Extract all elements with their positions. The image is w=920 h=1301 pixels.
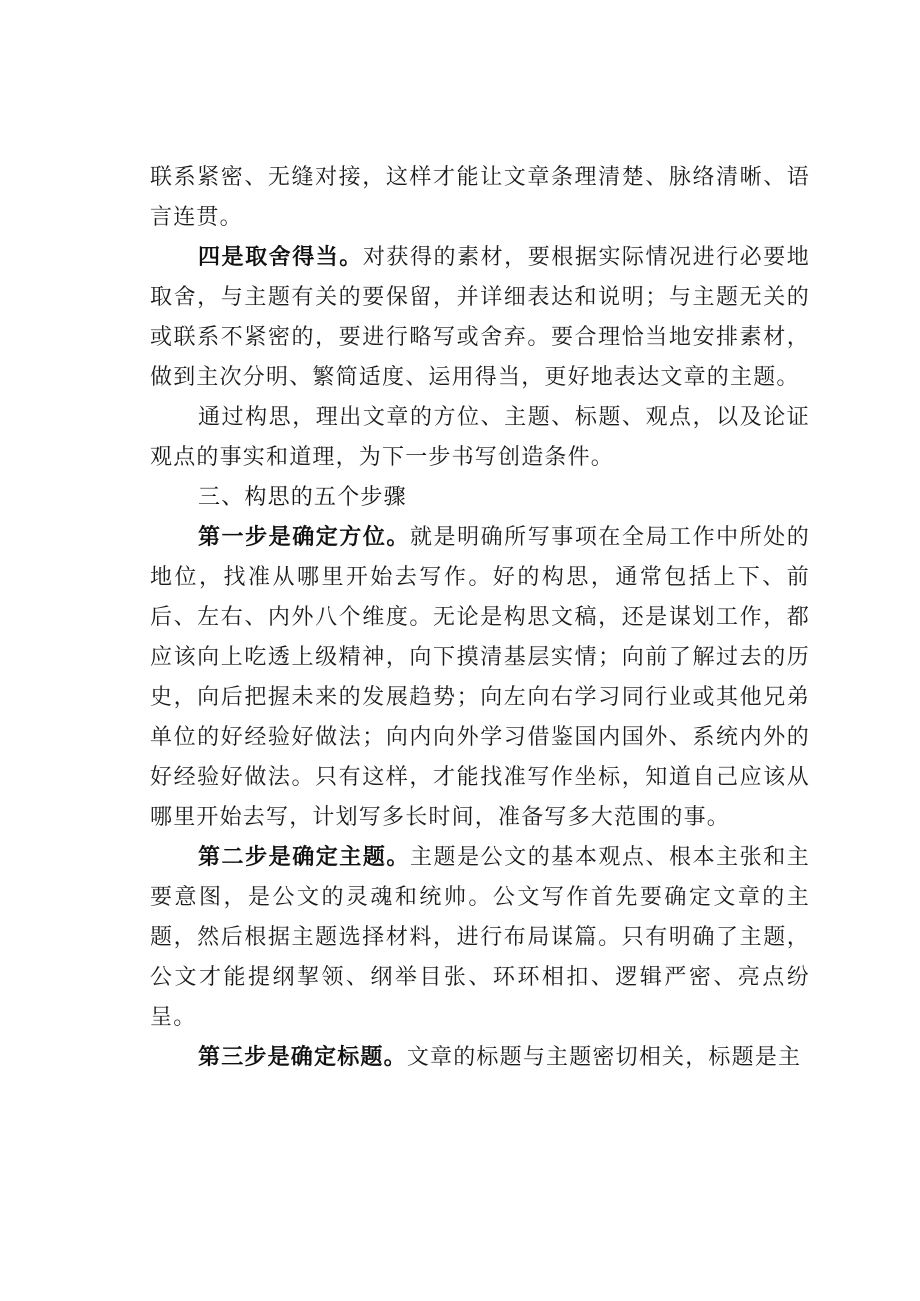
paragraph-text: 通过构思，理出文章的方位、主题、标题、观点，以及论证观点的事实和道理，为下一步书写创造条件。 [150, 405, 810, 470]
paragraph-text: 文章的标题与主题密切相关，标题是主 [406, 1045, 802, 1070]
paragraph-text: 主题是公文的基本观点、根本主张和主要意图，是公文的灵魂和统帅。公文写作首先要确定文章的主题，然后根据主题选择材料，进行布局谋篇。只有明确了主题，公文才能提纲挈领、纲举目张、环环相扣、逻辑严密、亮点纷呈。 [150, 845, 810, 1030]
paragraph-lead: 四是取舍得当。 [198, 245, 363, 270]
paragraph-lead: 第三步是确定标题。 [198, 1045, 407, 1070]
paragraph-text: 联系紧密、无缝对接，这样才能让文章条理清楚、脉络清晰、语言连贯。 [150, 165, 810, 230]
paragraph-lead: 第一步是确定方位。 [198, 525, 410, 550]
paragraph-step-two [150, 838, 810, 1038]
paragraph-step-three [150, 1038, 810, 1078]
paragraph-continuation [150, 158, 810, 238]
paragraph-text: 对获得的素材，要根据实际情况进行必要地取舍，与主题有关的要保留，并详细表达和说明；与主题无关的或联系不紧密的，要进行略写或舍弃。要合理恰当地安排素材，做到主次分明、繁简适度、运用得当，更好地表达文章的主题。 [150, 245, 810, 390]
paragraph-point-four [150, 238, 810, 398]
section-heading: 三、构思的五个步骤 [198, 485, 407, 510]
paragraph-text: 就是明确所写事项在全局工作中所处的地位，找准从哪里开始去写作。好的构思，通常包括上下、前后、左右、内外八个维度。无论是构思文稿，还是谋划工作，都应该向上吃透上级精神，向下摸清基层实情；向前了解过去的历史，向后把握未来的发展趋势；向左向右学习同行业或其他兄弟单位的好经验好做法；向内向外学习借鉴国内国外、系统内外的好经验好做法。只有这样，才能找准写作坐标，知道自己应该从哪里开始去写，计划写多长时间，准备写多大范围的事。 [150, 525, 810, 830]
paragraph-step-one [150, 518, 810, 838]
document-body [150, 158, 810, 1078]
paragraph-lead: 第二步是确定主题。 [198, 845, 410, 870]
paragraph-summary [150, 398, 810, 478]
